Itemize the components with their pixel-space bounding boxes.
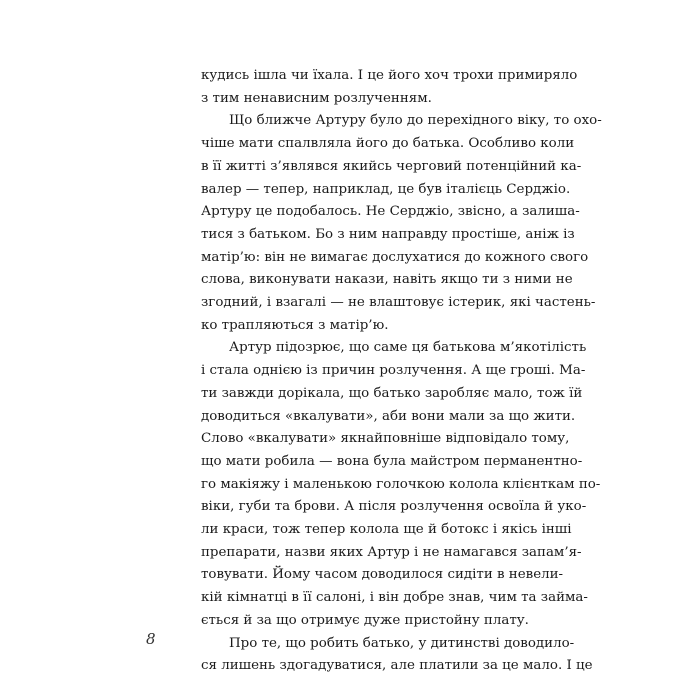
text-line: товувати. Йому часом доводилося сидіти в невели- xyxy=(201,567,564,583)
body-text xyxy=(201,65,602,678)
page-number: 8 xyxy=(146,630,156,648)
text-line: го макіяжу і маленькою голочкою колола клієнткам по- xyxy=(201,476,601,492)
paragraph xyxy=(201,65,578,110)
text-line: валер — тепер, наприклад, це був італієць Серджіо. xyxy=(201,181,571,197)
text-line: що мати робила — вона була майстром перманентно- xyxy=(201,453,583,469)
text-line: ли краси, тож тепер колола ще й ботокс і якісь інші xyxy=(201,522,572,538)
text-line: Артур підозрює, що саме ця батькова м’якотілість xyxy=(229,340,587,356)
text-line: слова, виконувати накази, навіть якщо ти з ними не xyxy=(201,272,573,288)
text-line: матір’ю: він не вимагає дослухатися до кожного свого xyxy=(201,249,589,265)
text-line: доводиться «вкалувати», аби вони мали за що жити. xyxy=(201,408,576,424)
text-line: Артуру це подобалось. Не Серджіо, звісно, а залиша- xyxy=(201,204,580,220)
paragraph xyxy=(201,110,602,337)
text-line: кій кімнатці в її салоні, і він добре знав, чим та займа- xyxy=(201,590,588,606)
paragraph xyxy=(201,337,601,632)
text-line: чіше мати спалвляла його до батька. Особливо коли xyxy=(201,136,575,152)
text-line: Що ближче Артуру було до перехідного віку, то охо- xyxy=(229,113,602,129)
text-line: тися з батьком. Бо з ним направду простіше, аніж із xyxy=(201,226,575,242)
text-line: препарати, назви яких Артур і не намагався запам’я- xyxy=(201,544,582,560)
text-line: в її житті з’являвся якийсь черговий потенційний ка- xyxy=(201,158,582,174)
text-line: ко трапляються з матір’ю. xyxy=(201,317,389,333)
text-line: віки, губи та брови. А після розлучення освоїла й уко- xyxy=(201,499,587,515)
text-line: ти завжди дорікала, що батько заробляє мало, тож їй xyxy=(201,385,583,401)
text-line: кудись ішла чи їхала. І це його хоч трохи примиряло xyxy=(201,68,578,83)
text-line: згодний, і взагалі — не влаштовує істерик, які частень- xyxy=(201,295,596,311)
text-line: Про те, що робить батько, у дитинстві доводило- xyxy=(229,635,575,651)
text-line: і стала однією із причин розлучення. А ще гроші. Ма- xyxy=(201,363,586,379)
text-line: ся лишень здогадуватися, але платили за це мало. І це xyxy=(201,658,593,674)
text-line: з тим ненависним розлученням. xyxy=(201,90,432,106)
text-line: Слово «вкалувати» якнайповніше відповідало тому, xyxy=(201,431,570,447)
paragraph xyxy=(201,633,593,678)
text-line: ється й за що отримує дуже пристойну плату. xyxy=(201,612,529,628)
